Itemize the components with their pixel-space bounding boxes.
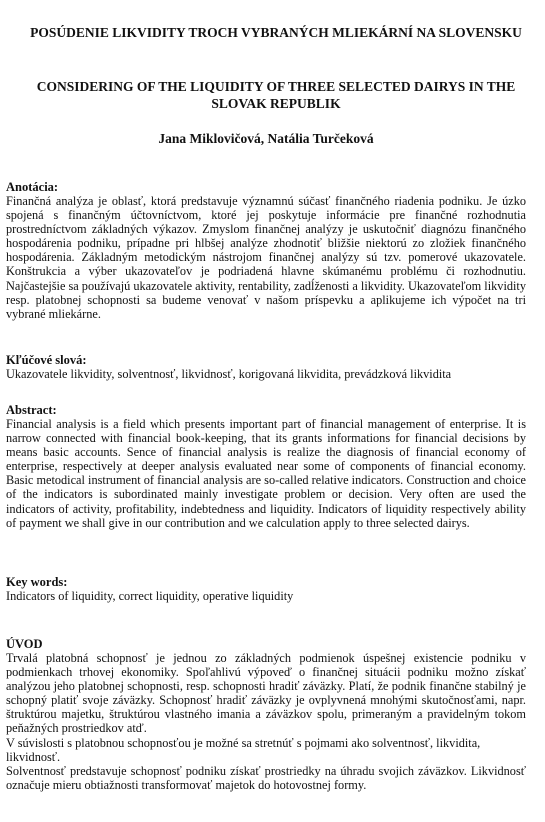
uvod-section: [6, 637, 526, 792]
abstract-section: [6, 403, 526, 530]
authors: Jana Miklovičová, Natália Turčeková: [158, 131, 374, 146]
abstract-text: Financial analysis is a field which presents important part of financial management of enterprise. It is narrow connected with financial book-keeping, that its grants informations for financial decisions by means basic accounts. Sence of financial analysis is realize the diagnosis of financial economy of enterprise, respectively at deeper analysis evaluated near some of components of financial economy. Basic metodical instrument of financial analysis are so-called relative indicators. Construction and choice of the indicators is subordinated mainly investigate problem or decision. Very often are used the indicators of activity, profitability, indebtedness and liquidity. Indicators of liquidity respectively ability of payment we shall give in our contribution and we calculation apply to three selected dairys.: [6, 417, 526, 530]
uvod-paragraph: Trvalá platobná schopnosť je jednou zo základných podmienok úspešnej existencie podniku v podmienkach trhovej ekonomiky. Spoľahlivú výpoveď o finančnej situácii podniku možno získať analýzou jeho platobnej schopnosti, resp. schopnosti hradiť záväzky. Platí, že podnik finančne stabilný je schopný platiť svoje záväzky. Schopnosť hradiť záväzky je ovplyvnená mnohými skutočnosťami, napr. štruktúrou majetku, štruktúrou vlastného imania a záväzkov spolu, primeraným a pravidelným tokom peňažných prostriedkov atď.: [6, 651, 526, 736]
anotacia-text: Finančná analýza je oblasť, ktorá predstavuje významnú súčasť finančného riadenia podniku. Je úzko spojená s finančným účtovníctvom, ktoré jej poskytuje informácie pre finančné rozhodnutia prostredníctvom základných výkazov. Zmyslom finančnej analýzy je uskutočniť diagnózu finančného hospodárenia podniku, prípadne pri hlbšej analýze zhodnotiť bližšie niektorú zo zložiek finančného hospodárenia. Základným metodickým nástrojom finančnej analýzy sú tzv. pomerové ukazovatele. Konštrukcia a výber ukazovateľov je podriadená hlavne skúmanému problému či rozhodnutiu. Najčastejšie sa používajú ukazovatele aktivity, rentability, zadĺženosti a likvidity. Ukazovateľom likvidity resp. platobnej schopnosti sa budeme venovať v našom príspevku a aplikujeme ich výpočet na tri vybrané mliekárne.: [6, 194, 526, 321]
keywords-heading: Key words:: [6, 575, 68, 589]
abstract-heading: Abstract:: [6, 403, 57, 417]
keywords-text: Indicators of liquidity, correct liquidity, operative liquidity: [6, 589, 294, 603]
klucove-slova-text: Ukazovatele likvidity, solventnosť, likvidnosť, korigovaná likvidita, prevádzková likvidita: [6, 367, 452, 381]
document-page: [6, 0, 526, 822]
klucove-slova-heading: Kľúčové slová:: [6, 353, 87, 367]
title-english: CONSIDERING OF THE LIQUIDITY OF THREE SELECTED DAIRYS IN THE SLOVAK REPUBLIK: [36, 79, 516, 111]
uvod-heading: ÚVOD: [6, 637, 43, 651]
title-slovak: POSÚDENIE LIKVIDITY TROCH VYBRANÝCH MLIEKÁRNÍ NA SLOVENSKU: [30, 25, 522, 40]
uvod-paragraph: V súvislosti s platobnou schopnosťou je možné sa stretnúť s pojmami ako solventnosť, likvidita, likvidnosť.: [6, 735, 481, 764]
keywords-section: [6, 575, 526, 603]
klucove-slova-section: [6, 353, 526, 381]
anotacia-heading: Anotácia:: [6, 180, 59, 194]
uvod-paragraph: Solventnosť predstavuje schopnosť podniku získať prostriedky na úhradu svojich záväzkov. Likvidnosť označuje mieru obtiažnosti transformovať majetok do hotovostnej formy.: [6, 763, 526, 792]
anotacia-section: [6, 180, 526, 321]
